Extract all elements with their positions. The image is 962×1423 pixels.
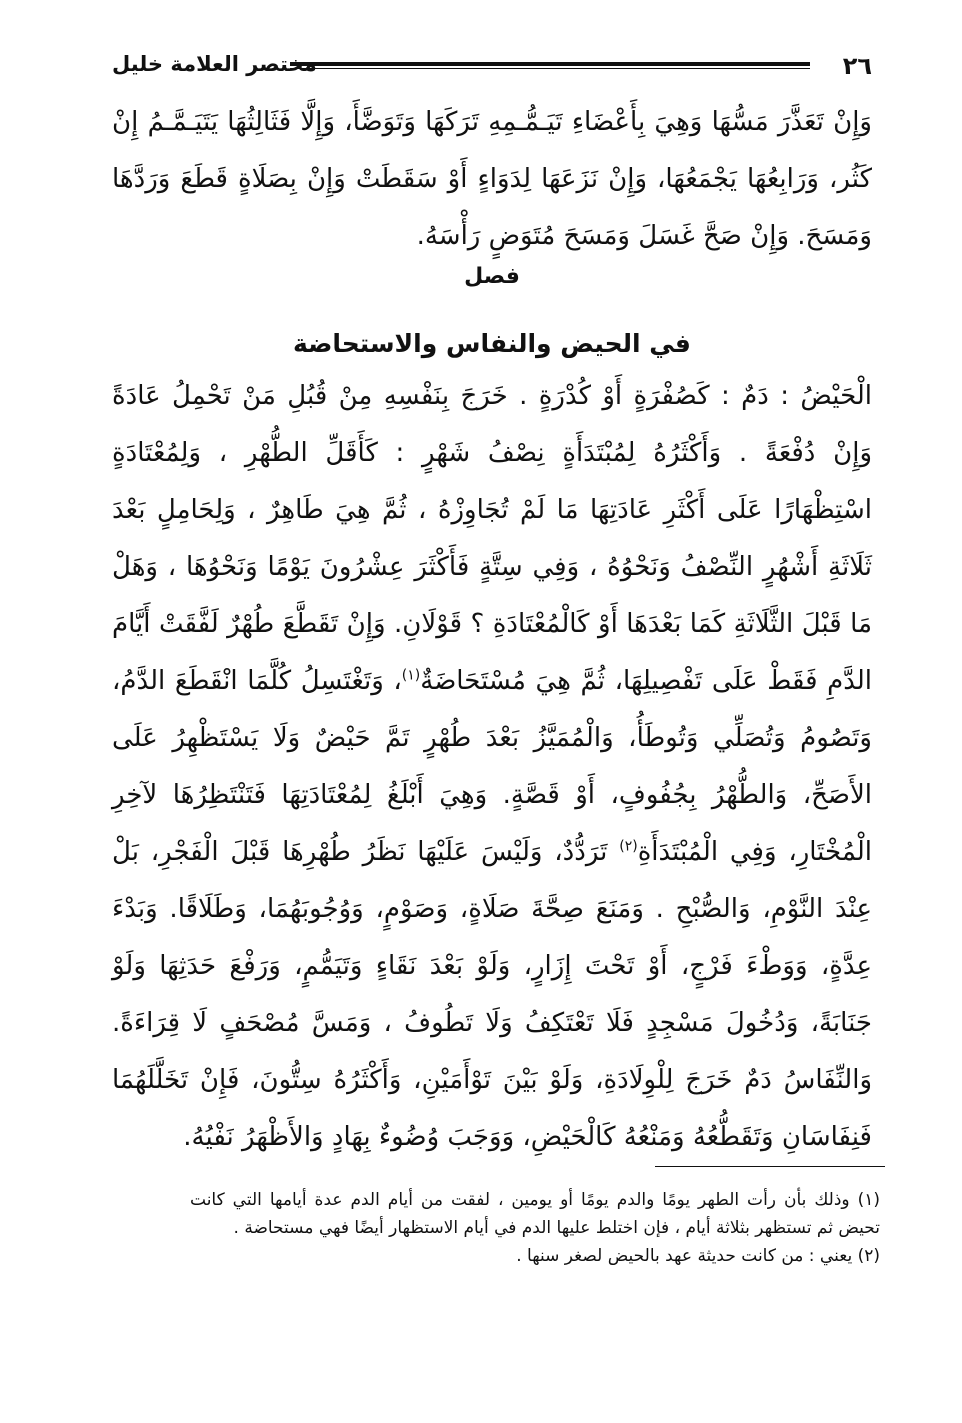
footnotes: [190, 1186, 880, 1270]
header-double-rule: [290, 62, 810, 69]
footnote-reference-2: (٢): [619, 838, 638, 855]
footnote-separator: [655, 1166, 885, 1167]
section-paragraph: [112, 368, 872, 1166]
page-header: [112, 52, 872, 92]
footnote-1: (١) وذلك بأن رأت الطهر يومًا والدم يومًا أو يومين ، لفقت من أيام الدم عدة أيامها التي كانت تحيض ثم تستظهر بثلاثة أيام ، فإن اختلط عليها الدم في أيام الاستظهار أيضًا فهي مستحاضة .: [190, 1190, 880, 1238]
page-number: ٢٦: [842, 52, 872, 80]
paragraph-text-part-1: الْحَيْضُ : دَمٌ : كَصُفْرَةٍ أَوْ كُدْرَةٍ . خَرَجَ بِنَفْسِهِ مِنْ قُبُلِ مَنْ تَحْمِلُ عَادَةً وَإِنْ دُفْعَةً . وَأَكْثَرُهُ لِمُبْتَدَأَةٍ نِصْفُ شَهْرٍ : كَأَقَلِّ الطُّهْرِ ، وَلِمُعْتَادَةٍ اسْتِظْهَارًا عَلَى أَكْثَرِ عَادَتِهَا مَا لَمْ تُجَاوِزْهُ ، ثُمَّ هِيَ طَاهِرٌ ، وَلِحَامِلٍ بَعْدَ ثَلَاثَةِ أَشْهُرٍ النِّصْفُ وَنَحْوُهُ ، وَفِي سِتَّةٍ فَأَكْثَرَ عِشْرُونَ يَوْمًا وَنَحْوُهَا ، وَهَلْ مَا قَبْلَ الثَّلَاثَةِ كَمَا بَعْدَهَا أَوْ كَالْمُعْتَادَةِ ؟ قَوْلَانِ. وَإِنْ تَقَطَّعَ طُهْرٌ لَفَّقَتْ أَيَّامَ الدَّمِ فَقَطْ عَلَى تَفْصِيلِهَا، ثُمَّ هِيَ مُسْتَحَاضَةٌ: [112, 381, 873, 696]
intro-paragraph: وَإِنْ تَعَذَّرَ مَسُّهَا وَهِيَ بِأَعْضَاءِ تَيَـمُّـمِهِ تَرَكَهَا وَتَوَضَّأَ، وَإِلَّا فَثَالِثُهَا يَتَيَـمَّـمُ إِنْ كَثُر، وَرَابِعُهَا يَجْمَعُهَا، وَإِنْ نَزَعَهَا لِدَوَاءٍ أَوْ سَقَطَتْ وَإِنْ بِصَلَاةٍ قَطَعَ وَرَدَّهَا وَمَسَحَ. وَإِنْ صَحَّ غَسَلَ وَمَسَحَ مُتَوَضٍ رَأْسَهُ.: [112, 107, 872, 251]
paragraph-text-part-3: تَرَدُّدٌ، وَلَيْسَ عَلَيْهَا نَظَرُ طُهْرِهَا قَبْلَ الْفَجْرِ، بَلْ عِنْدَ النَّوْمِ، وَالصُّبْحِ . وَمَنَعَ صِحَّةَ صَلَاةٍ، وَصَوْمٍ، وَوُجُوبَهُمَا، وَطَلَاقًا. وَبَدْءَ عِدَّةٍ، وَوَطْءَ فَرْجٍ، أَوْ تَحْتَ إِزَارٍ، وَلَوْ بَعْدَ نَقَاءٍ وَتَيَمُّمٍ، وَرَفْعَ حَدَثِهَا وَلَوْ جَنَابَةً، وَدُخُولَ مَسْجِدٍ فَلَا تَعْتَكِفُ وَلَا تَطُوفُ ، وَمَسَّ مُصْحَفٍ لَا قِرَاءَةً. وَالنِّفَاسُ دَمٌ خَرَجَ لِلْوِلَادَةِ، وَلَوْ بَيْنَ تَوْأَمَيْنِ، وَأَكْثَرُهُ سِتُّونَ، فَإِنْ تَخَلَّلَهُمَا فَنِفَاسَانِ وَتَقَطُّعُهُ وَمَنْعُهُ كَالْحَيْضِ، وَوَجَبَ وُضُوءٌ بِهَادٍ وَالأَظْهَرُ نَفْيُهُ.: [112, 837, 872, 1152]
section-subtitle: في الحيض والنفاس والاستحاضة: [293, 329, 691, 358]
footnote-2: (٢) يعني : من كانت حديثة عهد بالحيض لصغر سنها .: [516, 1246, 880, 1266]
running-title: مختصر العلامة خليل: [112, 52, 317, 76]
section-title: فصل: [464, 264, 520, 289]
paragraph-text-part-2: ، وَتَغْتَسِلُ كُلَّمَا انْقَطَعَ الدَّمُ، وَتَصُومُ وَتُصَلِّي وَتُوطَأُ، وَالْمُمَيَّزُ بَعْدَ طُهْرٍ تَمَّ حَيْضٌ وَلَا يَسْتَظْهِرُ عَلَى الأَصَحِّ، وَالطُّهْرُ بِجُفُوفٍ، أَوْ قَصَّةٍ. وَهِيَ أَبْلَغُ لِمُعْتَادَتِهَا فَتَنْتَظِرُهَا لآخِرِ الْمُخْتَارِ، وَفِي الْمُبْتَدَأَةِ: [112, 666, 872, 867]
footnote-reference-1: (١): [401, 667, 421, 684]
